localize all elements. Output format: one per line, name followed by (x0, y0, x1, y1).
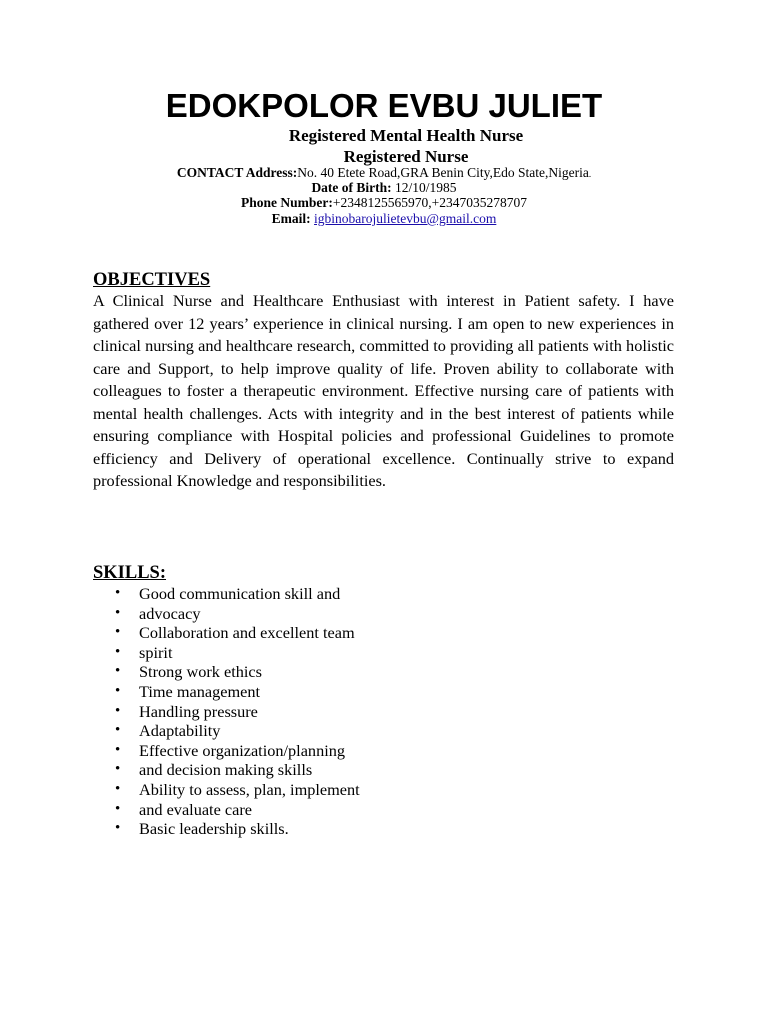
contact-email (0, 211, 768, 227)
skill-item: • and evaluate care (115, 799, 252, 819)
skill-item: • Good communication skill and (115, 584, 341, 603)
bullet-icon: • (115, 761, 121, 778)
address-value: No. 40 Etete Road,GRA Benin City,Edo State,Nigeria (297, 165, 589, 180)
address-label: CONTACT Address: (176, 165, 298, 180)
bullet-icon: • (115, 663, 121, 680)
skill-item: • Basic leadership skills. (115, 819, 289, 839)
email-label: Email: (271, 211, 311, 226)
contact-phone (0, 195, 768, 211)
bullet-icon: • (115, 820, 121, 837)
bullet-icon: • (115, 643, 121, 660)
bullet-icon: • (115, 604, 121, 621)
skills-heading: SKILLS: (93, 563, 167, 583)
dob-label: Date of Birth: (311, 180, 392, 195)
skill-item: • spirit (115, 642, 173, 662)
skill-item: • Ability to assess, plan, implement (115, 779, 360, 799)
title-primary: Registered Mental Health Nurse (288, 126, 524, 145)
skill-item: • and decision making skills (115, 760, 313, 780)
objectives-text: A Clinical Nurse and Healthcare Enthusiast with interest in Patient safety. I have gathered over 12 years’ experience in clinical nursing. I am open to new experiences in clinical nursing and healthcare research, committed to providing all patients with holistic care and Support, to help improve quality of life. Proven ability to collaborate with colleagues to foster a therapeutic environment. Effective nursing care of patients with mental health challenges. Acts with integrity and in the best interest of patients while ensuring compliance with Hospital policies and professional Guidelines to promote efficiency and Delivery of operational excellence. Continually strive to expand professional Knowledge and responsibilities. (93, 291, 674, 490)
bullet-icon: • (115, 741, 121, 758)
skill-item: • Effective organization/planning (115, 740, 346, 760)
address-end: . (588, 169, 592, 179)
skill-item: • Adaptability (115, 721, 221, 741)
bullet-icon: • (115, 682, 121, 699)
phone-value: +2348125565970,+2347035278707 (332, 195, 527, 210)
bullet-icon: • (115, 800, 121, 817)
phone-label: Phone Number: (241, 195, 333, 210)
bullet-icon: • (115, 780, 121, 797)
objectives-heading: OBJECTIVES (93, 270, 211, 290)
title-secondary: Registered Nurse (343, 147, 469, 166)
bullet-icon: • (115, 624, 121, 641)
skill-item: • advocacy (115, 603, 201, 623)
skills-list (93, 584, 673, 839)
skill-item: • Strong work ethics (115, 662, 262, 682)
bullet-icon: • (115, 702, 121, 719)
email-link[interactable]: igbinobarojulietevbu@gmail.com (314, 211, 497, 226)
contact-dob (0, 180, 768, 196)
bullet-icon: • (115, 722, 121, 739)
bullet-icon: • (115, 585, 121, 601)
skill-item: • Time management (115, 681, 261, 701)
dob-value: 12/10/1985 (391, 180, 457, 195)
skill-item: • Handling pressure (115, 701, 258, 721)
skill-item: • Collaboration and excellent team (115, 623, 355, 643)
candidate-name: EDOKPOLOR EVBU JULIET (165, 87, 603, 124)
